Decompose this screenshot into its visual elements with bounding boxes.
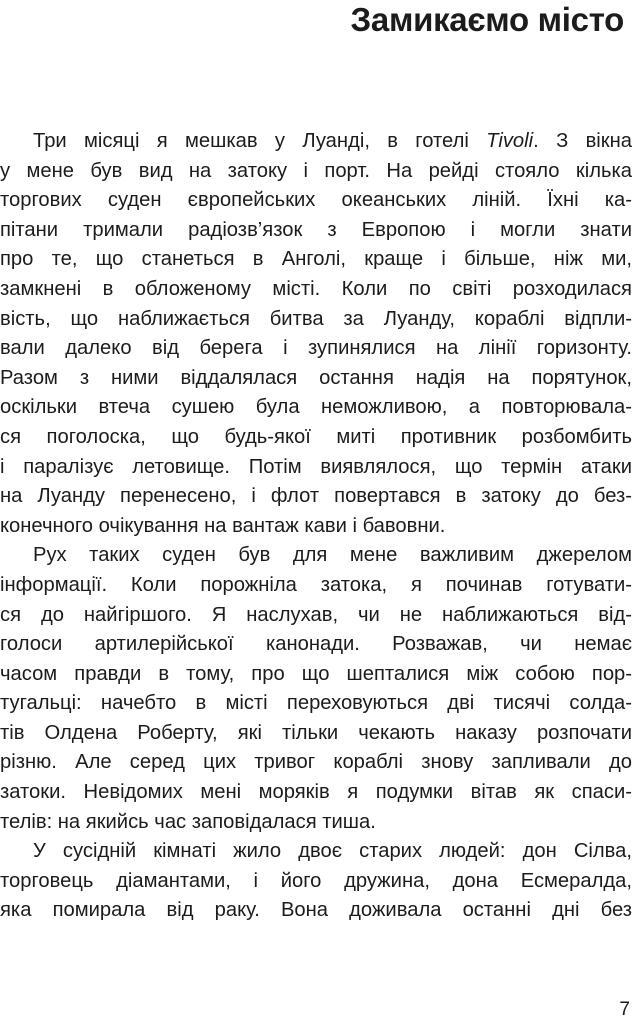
text-line: інформації. Коли порожніла затока, я починав готувати- <box>0 573 632 596</box>
text-line: тів Олдена Роберту, які тільки чекають наказу розпочати <box>0 721 632 744</box>
body-text <box>0 127 632 926</box>
text-line: у мене був вид на затоку і порт. На рейді стояло кілька <box>0 159 632 182</box>
text-line: телів: на якийсь час заповідалася тиша. <box>0 810 376 833</box>
text-line: і паралізує летовище. Потім виявлялося, що термін атаки <box>0 455 632 478</box>
text-line: пітани тримали радіозв’язок з Европою і могли знати <box>0 218 632 241</box>
chapter-title: Замикаємо місто <box>350 1 624 38</box>
text-fragment: Три місяці я мешкав у Луанді, в готелі <box>33 130 487 152</box>
text-line: яка помирала від раку. Вона доживала останні дні без <box>0 899 632 922</box>
text-line: Разом з ними віддалялася остання надія на порятунок, <box>0 366 632 389</box>
text-line: конечного очікування на вантаж кави і бавовни. <box>0 514 446 537</box>
text-line: затоки. Невідомих мені моряків я подумки вітав як спаси- <box>0 781 632 804</box>
text-line: Рух таких суден був для мене важливим джерелом <box>33 544 632 567</box>
text-line: ся до найгіршого. Я наслухав, чи не наближаються від- <box>0 603 632 626</box>
text-line: різню. Але серед цих тривог кораблі знову запливали до <box>0 751 632 774</box>
text-line: оскільки втеча сушею була неможливою, а повторювала- <box>0 396 632 419</box>
text-line: вість, що наближається битва за Луанду, кораблі відпли- <box>0 307 632 330</box>
text-line <box>0 127 632 157</box>
text-line: вали далеко від берега і зупинялися на лінії горизонту. <box>0 337 632 360</box>
text-line: тугальці: начебто в місті переховуються дві тисячі солда- <box>0 692 632 715</box>
text-line: голоси артилерійської канонади. Розважав, чи немає <box>0 633 632 656</box>
text-fragment: . З вікна <box>533 130 632 152</box>
text-line: ся поголоска, що будь-якої миті противник розбомбить <box>0 425 632 448</box>
text-line: торговець діамантами, і його дружина, дона Есмералда, <box>0 869 632 892</box>
page-number: 7 <box>619 999 630 1020</box>
hotel-name-italic: Tivoli <box>486 130 534 152</box>
text-line: на Луанду перенесено, і флот повертався в затоку до без- <box>0 485 632 508</box>
text-line: торгових суден європейських океанських ліній. Їхні ка- <box>0 189 632 212</box>
text-line: про те, що станеться в Анголі, краще і більше, ніж ми, <box>0 248 632 271</box>
text-line: У сусідній кімнаті жило двоє старих людей: дон Сілва, <box>33 840 632 863</box>
text-line: замкнені в обложеному місті. Коли по світі розходилася <box>0 277 632 300</box>
text-line: часом правди в тому, про що шепталися між собою пор- <box>0 662 632 685</box>
